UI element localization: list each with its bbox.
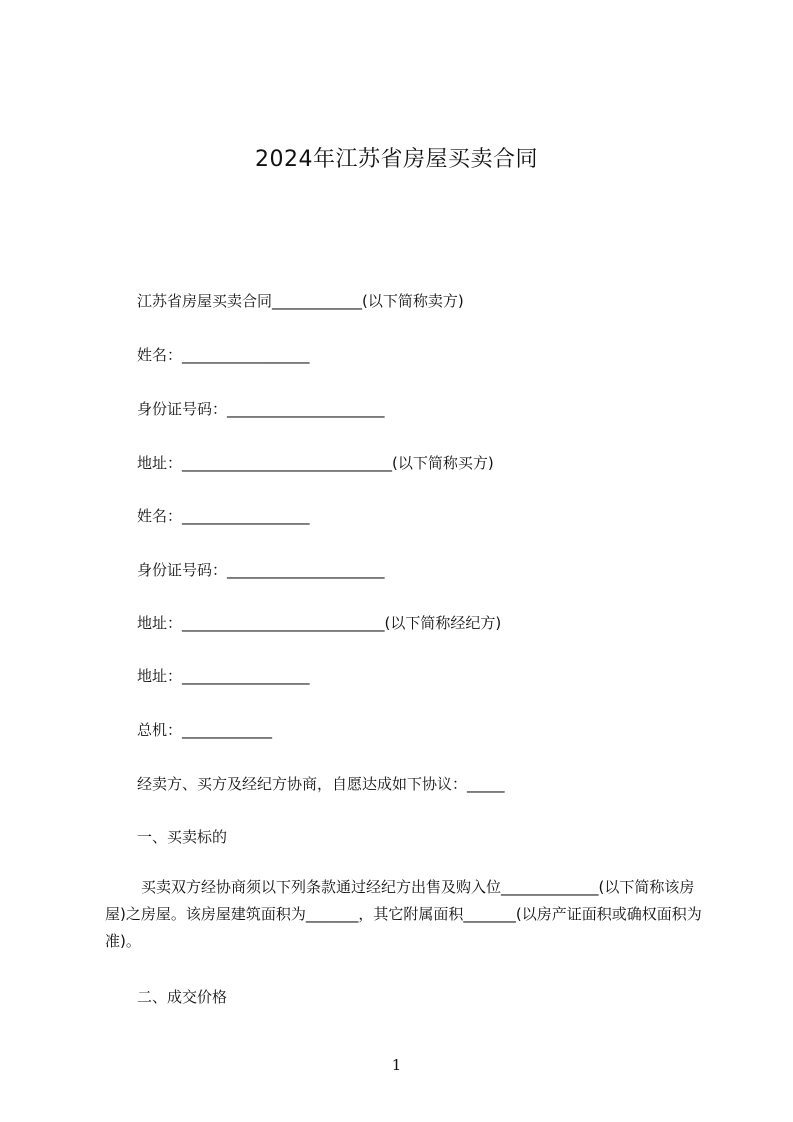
seller-name-line: 姓名：_________________ (137, 346, 310, 364)
buyer-address-line: 地址：___________________________(以下简称经纪方) (137, 614, 502, 632)
agent-phone-line: 总机：____________ (137, 721, 273, 739)
document-title: 2024年江苏省房屋买卖合同 (255, 147, 538, 172)
agent-address-line: 地址：_________________ (137, 667, 310, 685)
seller-intro-line: 江苏省房屋买卖合同____________(以下简称卖方) (137, 292, 464, 310)
page-number: 1 (391, 1056, 402, 1074)
buyer-name-line: 姓名：_________________ (137, 507, 310, 525)
agreement-intro-line: 经卖方、买方及经纪方协商，自愿达成如下协议：_____ (137, 775, 505, 793)
seller-address-line: 地址：____________________________(以下简称买方) (137, 454, 494, 472)
section-2-heading: 二、成交价格 (137, 988, 228, 1006)
seller-id-line: 身份证号码：_____________________ (137, 400, 385, 418)
section-1-paragraph-text: 买卖双方经协商须以下列条款通过经纪方出售及购入位_____________(以下简称该房屋)之房屋。该房屋建筑面积为_______，其它附属面积_______(以房产证面积或确权面积为准)。 (105, 878, 702, 950)
section-1-paragraph (105, 874, 705, 955)
buyer-id-line: 身份证号码：_____________________ (137, 561, 385, 579)
section-1-heading: 一、买卖标的 (137, 828, 228, 846)
